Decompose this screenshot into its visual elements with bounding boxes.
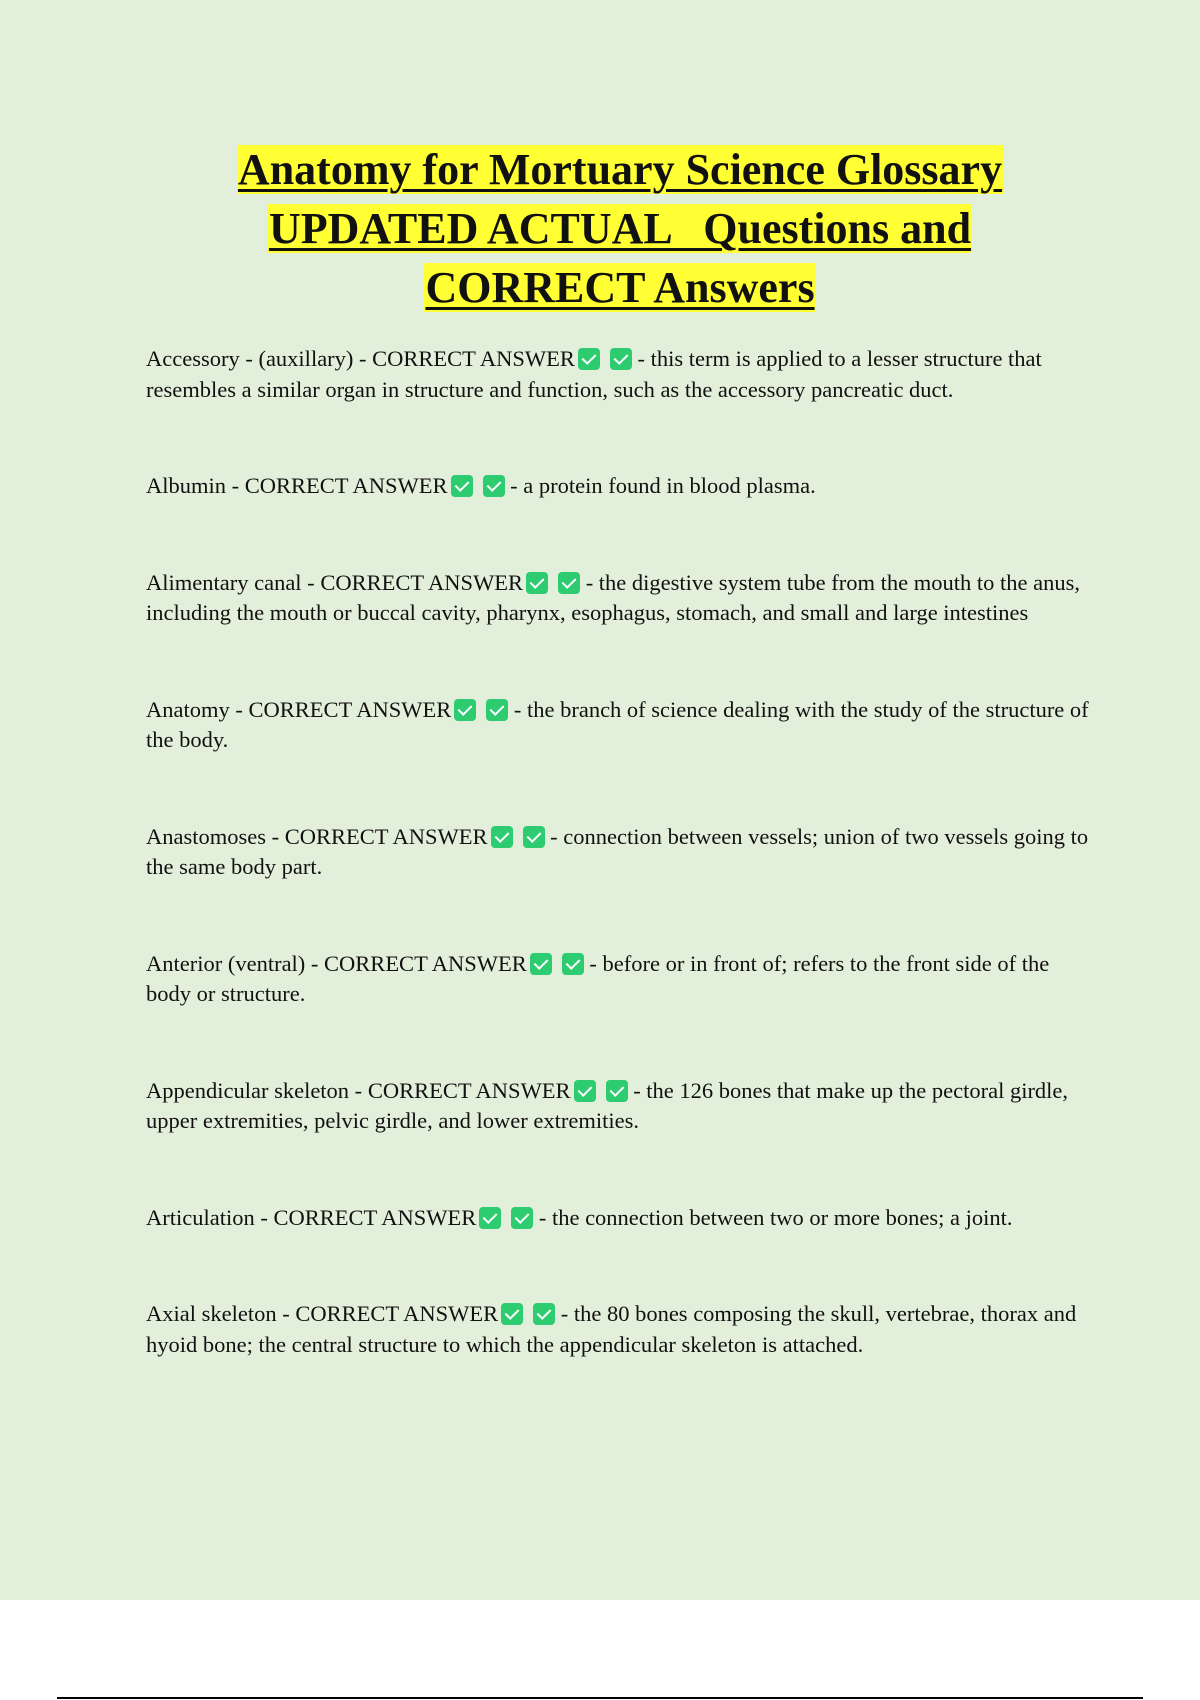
- glossary-entry: [146, 568, 1091, 629]
- entry-definition: - the connection between two or more bones; a joint.: [538, 1204, 1013, 1230]
- entry-definition: - connection between vessels; union of two vessels going to the same body part.: [146, 823, 1089, 879]
- title-line: [120, 199, 1120, 258]
- check-box-icon: [610, 348, 632, 370]
- check-box-icon: [451, 475, 473, 497]
- check-box-icon: [491, 826, 513, 848]
- answer-marker: CORRECT ANSWER: [273, 1204, 477, 1230]
- entry-definition: - the 80 bones composing the skull, vertebrae, thorax and hyoid bone; the central structure to which the appendicular skeleton is attached.: [146, 1301, 1077, 1357]
- check-box-icon: [533, 1303, 555, 1325]
- entry-definition: - before or in front of; refers to the front side of the body or structure.: [146, 950, 1050, 1006]
- entry-term: Albumin -: [146, 473, 245, 498]
- check-box-icon: [501, 1303, 523, 1325]
- entry-definition: - a protein found in blood plasma.: [510, 473, 816, 498]
- entry-term: Anastomoses -: [146, 823, 285, 849]
- document-title: [120, 140, 1120, 317]
- answer-marker: CORRECT ANSWER: [324, 950, 527, 976]
- entry-definition: - the branch of science dealing with the study of the structure of the body.: [146, 696, 1089, 752]
- check-box-icon: [574, 1080, 596, 1102]
- title-line-text: CORRECT Answers: [425, 263, 815, 312]
- glossary-list: [146, 344, 1091, 1360]
- glossary-entry: [146, 695, 1091, 756]
- entry-term: Accessory - (auxillary) -: [146, 346, 373, 371]
- glossary-entry: [146, 822, 1091, 883]
- entry-term: Anterior (ventral) -: [146, 950, 325, 976]
- glossary-entry: [146, 344, 1091, 405]
- check-box-icon: [606, 1080, 628, 1102]
- check-box-icon: [454, 699, 476, 721]
- answer-marker: CORRECT ANSWER: [248, 696, 452, 722]
- footer-divider: [57, 1697, 1143, 1699]
- title-line: [120, 140, 1120, 199]
- check-box-icon: [486, 699, 508, 721]
- entry-term: Appendicular skeleton -: [146, 1077, 368, 1103]
- entry-term: Axial skeleton -: [146, 1301, 296, 1326]
- glossary-entry: [146, 949, 1091, 1010]
- title-line: [120, 258, 1120, 317]
- entry-definition: - this term is applied to a lesser structure that resembles a similar organ in structure and function, such as the accessory pancreatic duct.: [146, 346, 1042, 402]
- entry-term: Articulation -: [146, 1204, 274, 1230]
- answer-marker: CORRECT ANSWER: [320, 569, 524, 595]
- check-box-icon: [483, 475, 505, 497]
- answer-marker: CORRECT ANSWER: [284, 823, 488, 849]
- check-box-icon: [530, 953, 552, 975]
- check-box-icon: [562, 953, 584, 975]
- check-box-icon: [558, 572, 580, 594]
- entry-term: Alimentary canal -: [146, 569, 321, 595]
- answer-marker: CORRECT ANSWER: [295, 1301, 499, 1326]
- answer-marker: CORRECT ANSWER: [244, 473, 448, 498]
- check-box-icon: [578, 348, 600, 370]
- glossary-entry: [146, 1076, 1091, 1137]
- check-box-icon: [511, 1207, 533, 1229]
- check-box-icon: [479, 1207, 501, 1229]
- entry-definition: - the 126 bones that make up the pectoral girdle, upper extremities, pelvic girdle, and lower extremities.: [146, 1077, 1069, 1133]
- check-box-icon: [523, 826, 545, 848]
- entry-definition: - the digestive system tube from the mouth to the anus, including the mouth or buccal cavity, pharynx, esophagus, stomach, and small and large intestines: [146, 569, 1080, 625]
- glossary-entry: [146, 471, 1091, 502]
- answer-marker: CORRECT ANSWER: [367, 1077, 571, 1103]
- check-box-icon: [526, 572, 548, 594]
- answer-marker: CORRECT ANSWER: [372, 346, 575, 371]
- entry-term: Anatomy -: [146, 696, 249, 722]
- title-line-text: UPDATED ACTUAL Questions and: [268, 204, 972, 253]
- glossary-entry: [146, 1299, 1091, 1360]
- glossary-entry: [146, 1203, 1091, 1234]
- title-line-text: Anatomy for Mortuary Science Glossary: [237, 145, 1003, 194]
